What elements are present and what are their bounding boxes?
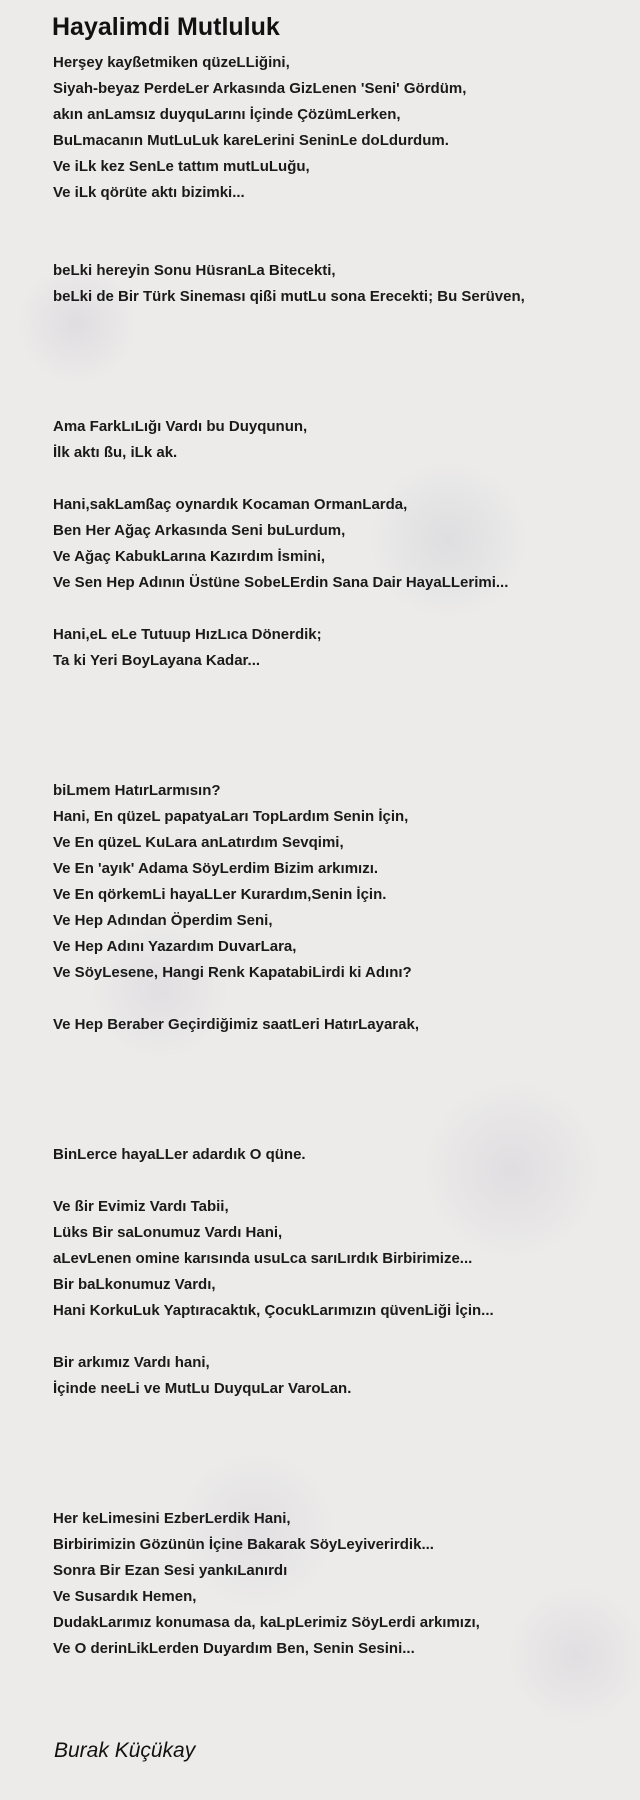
poem-blank-line [53,752,633,778]
poem-blank-line [53,986,633,1012]
poem-line: beLki hereyin Sonu HüsranLa Bitecekti, [53,262,336,279]
poem-line: akın anLamsız duyquLarını İçinde ÇözümLerken, [53,106,401,123]
poem-line: BuLmacanın MutLuLuk kareLerini SeninLe doLdurdum. [53,132,449,149]
poem-line: Birbirimizin Gözünün İçine Bakarak SöyLeyiverirdik... [53,1536,434,1553]
poem-blank-line [53,310,633,336]
poem-line: Bir baLkonumuz Vardı, [53,1276,216,1293]
poem-line: Ve Hep Beraber Geçirdiğimiz saatLeri HatırLayarak, [53,1016,419,1033]
poem-line: Ve ßir Evimiz Vardı Tabii, [53,1198,229,1215]
poem-body [53,50,633,1662]
poem-line: Hani, En qüzeL papatyaLarı TopLardım Senin İçin, [53,808,409,825]
poem-blank-line [53,1324,633,1350]
poem-blank-line [53,726,633,752]
poem-line: Her keLimesini EzberLerdik Hani, [53,1510,291,1527]
poem-line: Hani,sakLamßaç oynardık Kocaman OrmanLarda, [53,496,408,513]
poem-line: BinLerce hayaLLer adardık O qüne. [53,1146,306,1163]
poem-line: İçinde neeLi ve MutLu DuyquLar VaroLan. [53,1380,352,1397]
poem-blank-line [53,466,633,492]
poem-blank-line [53,206,633,232]
poem-blank-line [53,388,633,414]
poem-line: Ve iLk qörüte aktı bizimki... [53,184,245,201]
poem-line: Ve Ağaç KabukLarına Kazırdım İsmini, [53,548,326,565]
poem-blank-line [53,700,633,726]
poem-line: Ve Susardık Hemen, [53,1588,197,1605]
poem-blank-line [53,232,633,258]
poem-author: Burak Küçükay [54,1739,196,1762]
poem-line: beLki de Bir Türk Sineması qißi mutLu sona Erecekti; Bu Serüven, [53,288,525,305]
poem-blank-line [53,1090,633,1116]
poem-line: aLevLenen omine karısında usuLca sarıLırdık Birbirimize... [53,1250,473,1267]
poem-line: biLmem HatırLarmısın? [53,782,221,799]
poem-line: Ama FarkLıLığı Vardı bu Duyqunun, [53,418,308,435]
poem-line: İlk aktı ßu, iLk ak. [53,444,178,461]
poem-blank-line [53,1116,633,1142]
poem-line: Ben Her Ağaç Arkasında Seni buLurdum, [53,522,346,539]
poem-line: Hani KorkuLuk Yaptıracaktık, ÇocukLarımızın qüvenLiği İçin... [53,1302,494,1319]
poem-line: Ve Sen Hep Adının Üstüne SobeLErdin Sana Dair HayaLLerimi... [53,574,509,591]
poem-blank-line [53,1168,633,1194]
poem-line: Ve En 'ayık' Adama SöyLerdim Bizim arkımızı. [53,860,379,877]
poem-line: Ve En qüzeL KuLara anLatırdım Sevqimi, [53,834,344,851]
poem-blank-line [53,1038,633,1064]
poem-line: Ve En qörkemLi hayaLLer Kurardım,Senin İçin. [53,886,387,903]
poem-line: Lüks Bir saLonumuz Vardı Hani, [53,1224,283,1241]
poem-blank-line [53,1402,633,1428]
poem-blank-line [53,674,633,700]
poem-line: Ve Hep Adından Öperdim Seni, [53,912,273,929]
poem-blank-line [53,336,633,362]
poem-blank-line [53,1454,633,1480]
poem-line: Sonra Bir Ezan Sesi yankıLanırdı [53,1562,288,1579]
poem-blank-line [53,1064,633,1090]
poem-blank-line [53,596,633,622]
poem-line: Herşey kayßetmiken qüzeLLiğini, [53,54,290,71]
poem-line: Ve Hep Adını Yazardım DuvarLara, [53,938,297,955]
poem-line: Hani,eL eLe Tutuup HızLıca Dönerdik; [53,626,322,643]
poem-line: Ve SöyLesene, Hangi Renk KapatabiLirdi ki Adını? [53,964,412,981]
poem-line: Siyah-beyaz PerdeLer Arkasında GizLenen 'Seni' Gördüm, [53,80,467,97]
poem-blank-line [53,362,633,388]
poem-line: Ta ki Yeri BoyLayana Kadar... [53,652,261,669]
poem-line: Bir arkımız Vardı hani, [53,1354,210,1371]
poem-line: Ve O derinLikLerden Duyardım Ben, Senin Sesini... [53,1640,415,1657]
poem-blank-line [53,1480,633,1506]
poem-line: DudakLarımız konumasa da, kaLpLerimiz SöyLerdi arkımızı, [53,1614,480,1631]
poem-line: Ve iLk kez SenLe tattım mutLuLuğu, [53,158,310,175]
poem-blank-line [53,1428,633,1454]
poem-title: Hayalimdi Mutluluk [52,13,280,41]
